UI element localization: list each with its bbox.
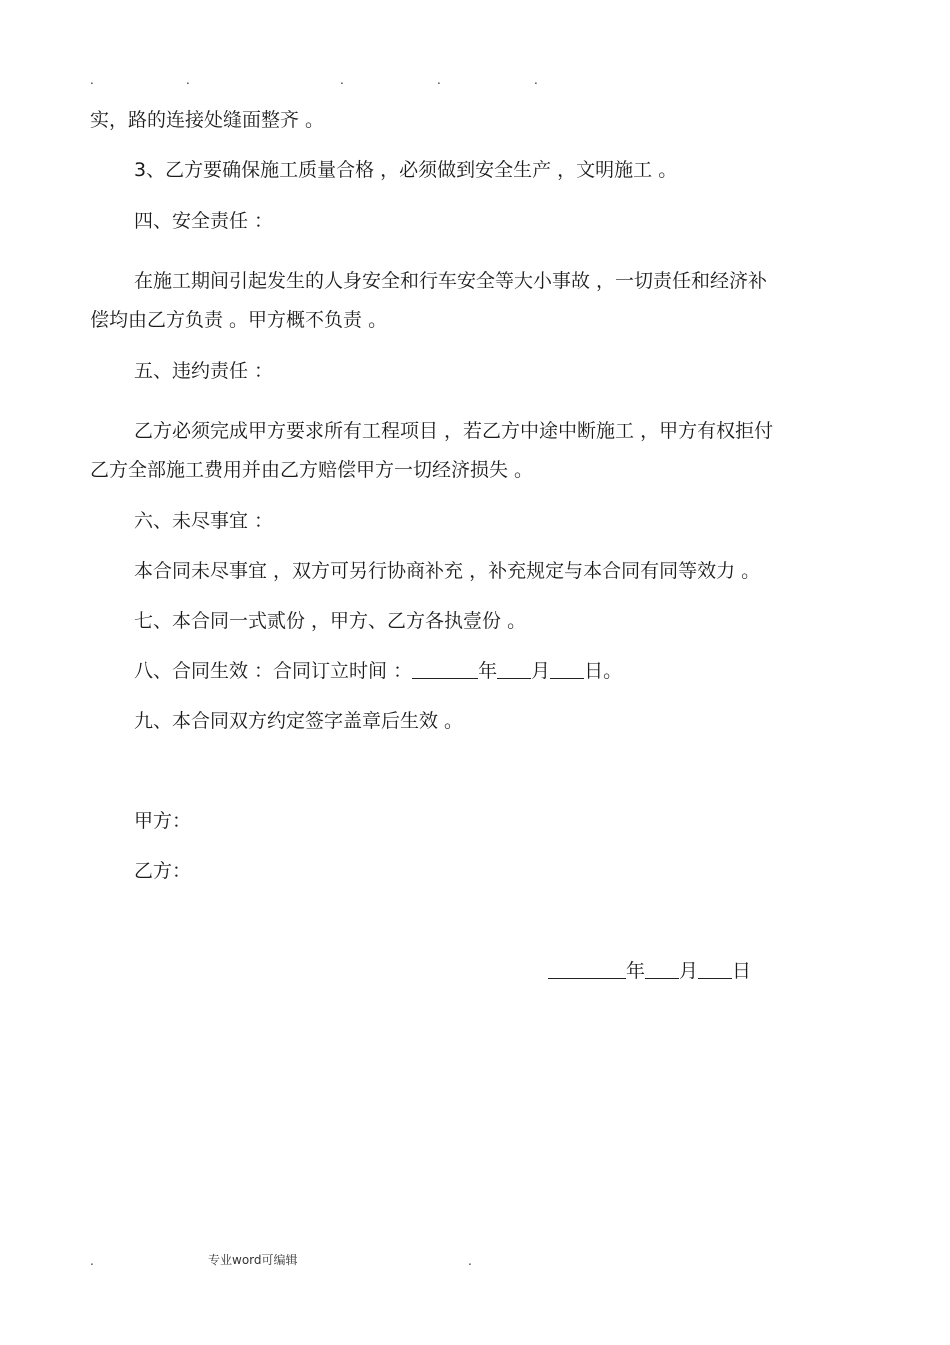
paragraph-line: 偿均由乙方负责 。甲方概不负责 。 bbox=[90, 309, 388, 331]
day-blank bbox=[550, 658, 584, 679]
signature-month-label: 月 bbox=[679, 960, 699, 982]
header-dot: . bbox=[90, 73, 94, 87]
year-blank bbox=[412, 658, 478, 679]
paragraph-line: 本合同未尽事宜 ，双方可另行协商补充 ，补充规定与本合同有同等效力 。 bbox=[134, 560, 761, 582]
header-dot: . bbox=[186, 73, 190, 87]
month-label: 月 bbox=[531, 660, 551, 682]
header-dot: . bbox=[437, 73, 441, 87]
footer-dot-right: . bbox=[468, 1254, 472, 1268]
effective-date-label: 八、合同生效 ：合同订立时间 ： bbox=[134, 660, 413, 682]
header-dot: . bbox=[340, 73, 344, 87]
signature-year-label: 年 bbox=[626, 960, 646, 982]
signature-date bbox=[548, 958, 751, 984]
section-heading-breach: 五、违约责任 ： bbox=[134, 360, 274, 382]
signature-day-label: 日 bbox=[732, 960, 752, 982]
year-label: 年 bbox=[478, 660, 498, 682]
footer-label: 专业word可编辑 bbox=[208, 1253, 298, 1267]
party-b-label: 乙方： bbox=[134, 860, 192, 882]
party-a-label: 甲方： bbox=[134, 810, 192, 832]
header-dot: . bbox=[534, 73, 538, 87]
month-blank bbox=[497, 658, 531, 679]
signature-day-blank bbox=[698, 958, 732, 979]
signature-month-blank bbox=[645, 958, 679, 979]
paragraph-line: 乙方必须完成甲方要求所有工程项目 ，若乙方中途中断施工 ，甲方有权拒付 bbox=[134, 420, 774, 442]
paragraph-line: 实，路的连接处缝面整齐 。 bbox=[90, 109, 325, 131]
signature-year-blank bbox=[548, 958, 626, 979]
paragraph-line: 在施工期间引起发生的人身安全和行车安全等大小事故 ，一切责任和经济补 bbox=[134, 270, 768, 292]
day-label: 日。 bbox=[584, 660, 623, 682]
paragraph-line: 乙方全部施工费用并由乙方赔偿甲方一切经济损失 。 bbox=[90, 459, 534, 481]
clause-signature-effect: 九、本合同双方约定签字盖章后生效 。 bbox=[134, 710, 464, 732]
clause-copies: 七、本合同一式贰份 ，甲方、乙方各执壹份 。 bbox=[134, 610, 527, 632]
section-heading-misc: 六、未尽事宜 ： bbox=[134, 510, 274, 532]
section-heading-safety: 四、安全责任 ： bbox=[134, 210, 274, 232]
footer-dot-left: . bbox=[90, 1254, 94, 1268]
clause-quality: 3、乙方要确保施工质量合格 ，必须做到安全生产 ，文明施工 。 bbox=[134, 159, 678, 181]
clause-effective-date bbox=[134, 658, 622, 684]
